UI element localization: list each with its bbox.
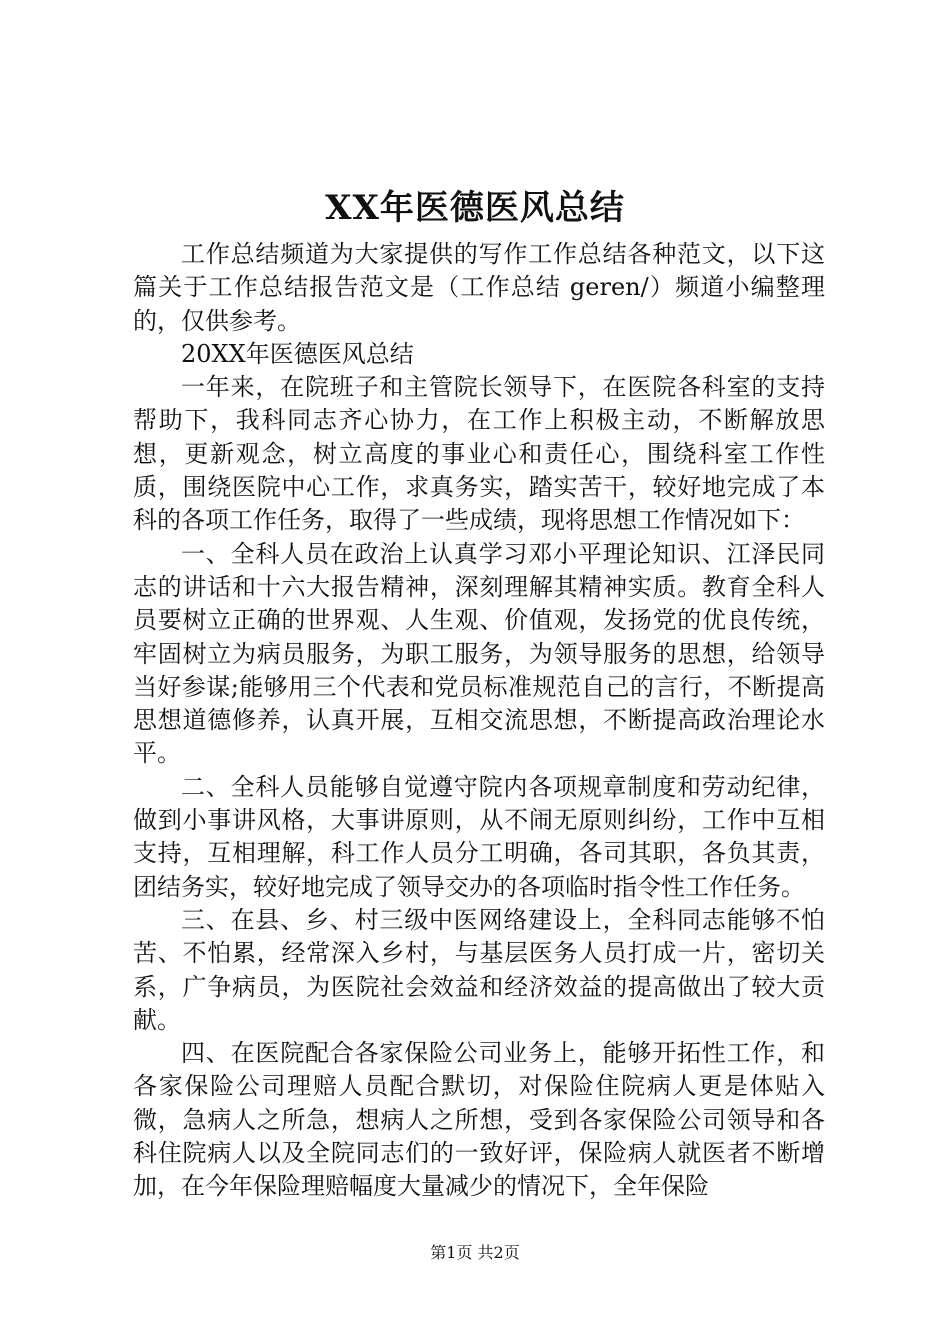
point-one-paragraph: 一、全科人员在政治上认真学习邓小平理论知识、江泽民同志的讲话和十六大报告精神，深刻理解其精神实质。教育全科人员要树立正确的世界观、人生观、价值观，发扬党的优良传统，牢固树立为病员服务，为职工服务，为领导服务的思想，给领导当好参谋;能够用三个代表和党员标准规范自己的言行，不断提高思想道德修养，认真开展，互相交流思想，不断提高政治理论水平。 <box>133 539 825 768</box>
overview-paragraph: 一年来，在院班子和主管院长领导下，在医院各科室的支持帮助下，我科同志齐心协力，在工作上积极主动，不断解放思想，更新观念，树立高度的事业心和责任心，围绕科室工作性质，围绕医院中心工作，求真务实，踏实苦干，较好地完成了本科的各项工作任务，取得了一些成绩，现将思想工作情况如下： <box>133 373 825 535</box>
page-number-footer: 第1页 共2页 <box>430 1243 520 1262</box>
document-title: XX年医德医风总结 <box>325 188 625 228</box>
point-four-paragraph: 四、在医院配合各家保险公司业务上，能够开拓性工作，和各家保险公司理赔人员配合默切，对保险住院病人更是体贴入微，急病人之所急，想病人之所想，受到各家保险公司领导和各科住院病人以及全院同志们的一致好评，保险病人就医者不断增加，在今年保险理赔幅度大量减少的情况下，全年保险 <box>133 1039 825 1201</box>
section-heading: 20XX年医德医风总结 <box>181 339 414 368</box>
document-body <box>133 238 825 1204</box>
point-two-paragraph: 二、全科人员能够自觉遵守院内各项规章制度和劳动纪律，做到小事讲风格，大事讲原则，从不闹无原则纠纷，工作中互相支持，互相理解，科工作人员分工明确，各司其职，各负其责，团结务实，较好地完成了领导交办的各项临时指令性工作任务。 <box>133 772 825 901</box>
intro-paragraph: 工作总结频道为大家提供的写作工作总结各种范文，以下这篇关于工作总结报告范文是（工作总结 geren/）频道小编整理的，仅供参考。 <box>133 240 825 335</box>
point-three-paragraph: 三、在县、乡、村三级中医网络建设上，全科同志能够不怕苦、不怕累，经常深入乡村，与基层医务人员打成一片，密切关系，广争病员，为医院社会效益和经济效益的提高做出了较大贡献。 <box>133 905 825 1034</box>
